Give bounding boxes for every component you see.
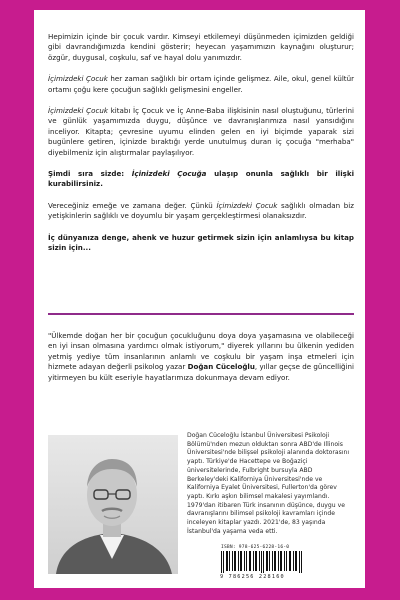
barcode-number: 9 786256 228160 [220,574,285,580]
book-title-italic: İçimizdeki Çocuk [216,200,278,210]
book-title-italic: İçimizdeki Çocuk [48,74,108,84]
back-cover [34,10,365,588]
description-paragraph-4-start: Şimdi sıra sizde: [48,169,132,179]
description-paragraph-5 [48,201,354,222]
description-paragraph-2 [48,74,354,95]
book-description [48,32,354,265]
description-paragraph-3 [48,106,354,158]
section-divider [48,313,354,315]
author-quote [48,331,354,383]
description-paragraph-1: Hepimizin içinde bir çocuk vardır. Kimseyi etkilemeyi düşünmeden içimizden geldiği gibi davrandığımızda kendini gösterir; heyecan yaşamımızın kaynağını oluşturur; özgür, duygusal, coşkulu, saf ve hayal dolu yanımızdır. [48,32,354,62]
description-paragraph-4-text: ulaşıp onunla sağlıklı bir ilişki kurabilirsiniz. [48,169,355,189]
author-photo [48,435,178,574]
author-biography: Doğan Cüceloğlu İstanbul Üniversitesi Psikoloji Bölümü'nden mezun olduktan sonra ABD'de Illinois Üniversitesi'nde bilişsel psikoloji alanında doktorasını yaptı. Türkiye'de Hacettepe ve Boğaziçi üniversitelerinde, Fulbright bursuyla ABD Berkeley'deki Kaliforniya Üniversitesi'nde ve Kaliforniya Eyalet Üniversitesi, Fullerton'da görev yaptı. Kırkı aşkın bilimsel makalesi yayımlandı. 1979'dan itibaren Türk insanının düşünce, duygu ve davranışlarını bilimsel psikoloji kavramları içinde inceleyen kitaplar yazdı. 2021'de, 83 yaşında İstanbul'da yaşama veda etti. [187,432,350,535]
book-title-italic: İçinizdeki Çocuğa [131,169,207,179]
quote-text: "Ülkemde doğan her bir çocuğun çocukluğunu doya doya yaşamasına ve olabileceği en iyi insan olmasına yardımcı olmak istiyorum," diyerek yıllarını bu ülkenin yediden yetmiş yediye tüm insanlarının anlamlı ve coşkulu bir yaşam inşa etmeleri için hizmete adayan değerli psikolog yazar [48,331,354,372]
barcode [220,551,304,573]
description-paragraph-6: İç dünyanıza denge, ahenk ve huzur getirmek sizin için anlamlıysa bu kitap sizin için... [48,232,354,253]
description-paragraph-5-text: sağlıklı olmadan biz yetişkinlerin sağlıklı ve doyumlu bir yaşam gerçekleştirmesi olanaksızdır. [48,200,354,221]
book-title-italic: İçimizdeki Çocuk [48,106,108,116]
description-paragraph-5-start: Vereceğiniz emeğe ve zamana değer. Çünkü [48,200,217,210]
author-name: Doğan Cüceloğlu [187,362,255,372]
description-paragraph-2-text: her zaman sağlıklı bir ortam içinde gelişmez. Aile, okul, genel kültür ortamı çoğu kere çocuğun sağlıklı gelişmesini engeller. [48,74,354,94]
isbn-label: ISBN: 978-625-6228-16-0 [221,545,290,550]
quote-text-end: , yıllar geçse de güncelliğini yitirmeyen bu kült eseriyle hayatlarımıza dokunmaya devam ediyor. [48,362,354,382]
description-paragraph-3-text: kitabı İç Çocuk ve İç Anne-Baba ilişkisinin nasıl oluştuğunu, türlerini ve günlük yaşamımızda duygu, düşünce ve davranışlarımıza nasıl yansıdığını inceliyor. Kitapta; çevresine uyumu elinden gelen en iyi biçimde yaparak sizi bugünlere getiren, içinizde bıraktığı yerde unutulmuş duran iç çocuğa "merhaba" diyebilmeniz için alıştırmalar paylaşılıyor. [48,106,354,157]
description-paragraph-4 [48,169,354,190]
